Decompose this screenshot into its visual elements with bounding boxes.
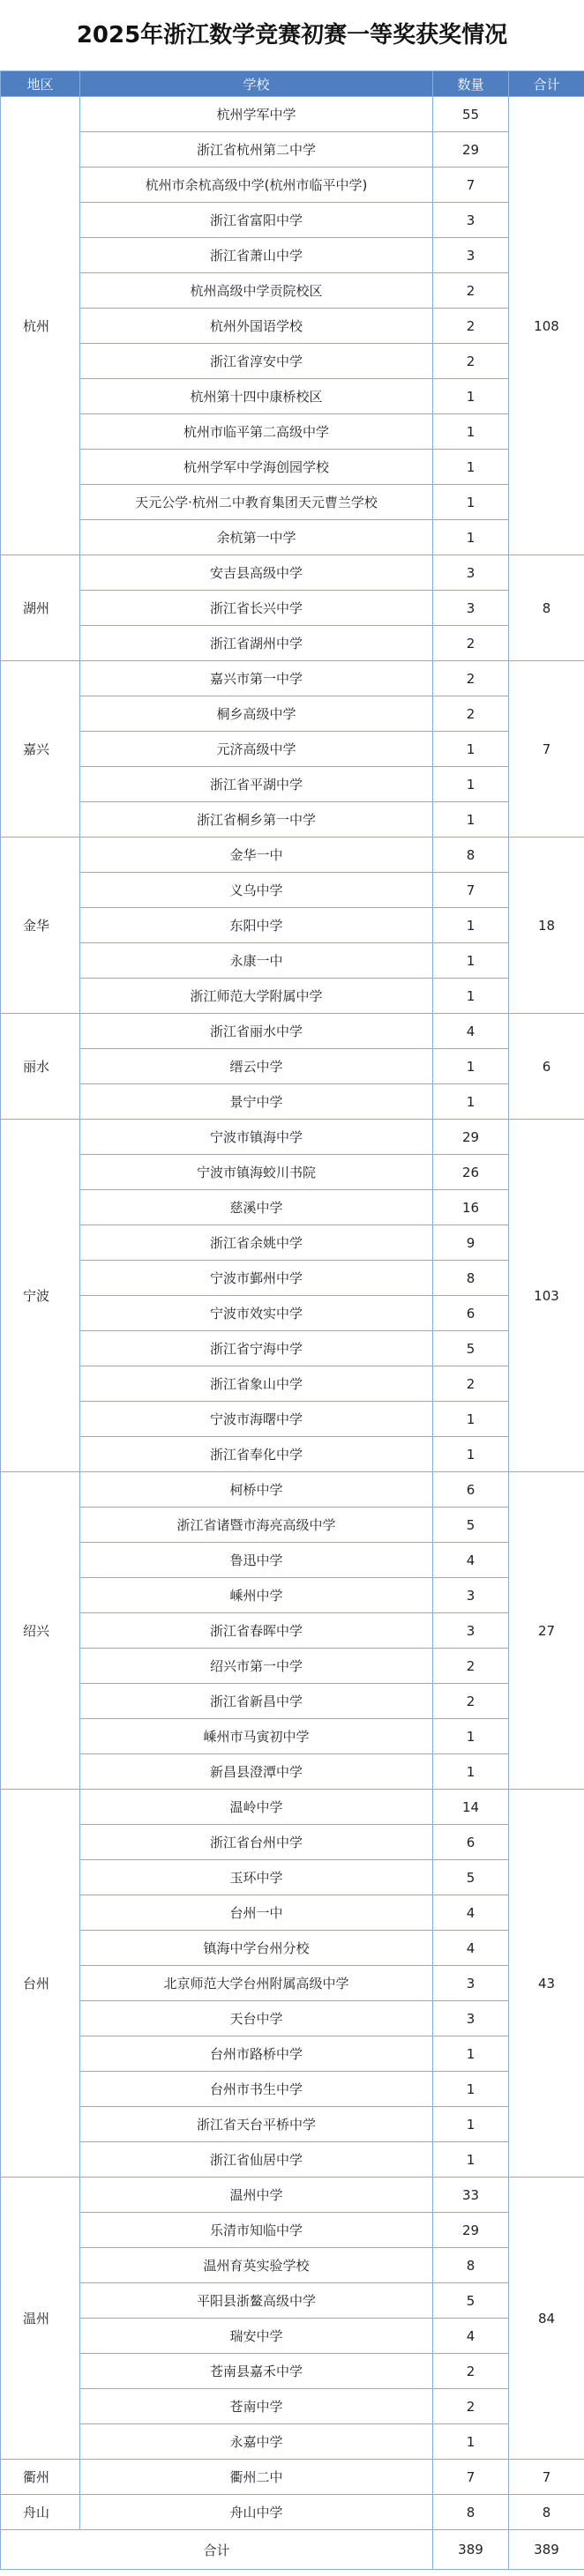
table-row [1, 1120, 584, 1155]
school-cell: 浙江省新昌中学 [80, 1684, 433, 1719]
table-row [1, 485, 584, 520]
region-total-cell: 7 [509, 2460, 584, 2495]
table-row [1, 1895, 584, 1931]
table-row [1, 1190, 584, 1225]
table-row [1, 1649, 584, 1684]
region-cell: 丽水 [1, 1014, 80, 1120]
table-row [1, 1754, 584, 1790]
school-cell: 东阳中学 [80, 908, 433, 943]
school-cell: 浙江师范大学附属中学 [80, 979, 433, 1014]
table-row [1, 1049, 584, 1084]
table-row [1, 2036, 584, 2072]
table-row [1, 2460, 584, 2495]
school-cell: 温州育英实验学校 [80, 2248, 433, 2283]
table-row [1, 802, 584, 838]
school-cell: 浙江省天台平桥中学 [80, 2107, 433, 2142]
count-cell: 6 [433, 1472, 509, 1508]
count-cell: 2 [433, 1684, 509, 1719]
count-cell: 4 [433, 1014, 509, 1049]
count-cell: 7 [433, 168, 509, 203]
table-row [1, 2107, 584, 2142]
school-cell: 舟山中学 [80, 2495, 433, 2530]
school-cell: 鲁迅中学 [80, 1543, 433, 1578]
count-cell: 3 [433, 1578, 509, 1613]
school-cell: 天元公学·杭州二中教育集团天元曹兰学校 [80, 485, 433, 520]
count-cell: 2 [433, 2389, 509, 2424]
school-cell: 浙江省诸暨市海亮高级中学 [80, 1508, 433, 1543]
count-cell: 7 [433, 873, 509, 908]
count-cell: 1 [433, 2072, 509, 2107]
school-cell: 浙江省宁海中学 [80, 1331, 433, 1366]
school-cell: 玉环中学 [80, 1860, 433, 1895]
region-total-cell: 6 [509, 1014, 584, 1120]
region-cell: 宁波 [1, 1120, 80, 1472]
school-cell: 杭州市余杭高级中学(杭州市临平中学) [80, 168, 433, 203]
table-row [1, 1155, 584, 1190]
count-cell: 1 [433, 943, 509, 979]
school-cell: 浙江省余姚中学 [80, 1225, 433, 1261]
header-region: 地区 [1, 71, 80, 97]
table-row [1, 2178, 584, 2213]
table-row [1, 1296, 584, 1331]
school-cell: 慈溪中学 [80, 1190, 433, 1225]
header-count: 数量 [433, 71, 509, 97]
table-row [1, 838, 584, 873]
count-cell: 5 [433, 1331, 509, 1366]
count-cell: 1 [433, 450, 509, 485]
count-cell: 29 [433, 2213, 509, 2248]
count-cell: 2 [433, 273, 509, 309]
table-row [1, 168, 584, 203]
count-cell: 1 [433, 2036, 509, 2072]
school-cell: 宁波市镇海蛟川书院 [80, 1155, 433, 1190]
count-cell: 8 [433, 2248, 509, 2283]
school-cell: 台州市路桥中学 [80, 2036, 433, 2072]
region-total-cell: 7 [509, 661, 584, 838]
count-cell: 33 [433, 2178, 509, 2213]
table-row [1, 1402, 584, 1437]
table-footer [1, 2530, 584, 2570]
school-cell: 桐乡高级中学 [80, 696, 433, 732]
count-cell: 2 [433, 309, 509, 344]
count-cell: 26 [433, 1155, 509, 1190]
school-cell: 嵊州中学 [80, 1578, 433, 1613]
count-cell: 2 [433, 626, 509, 661]
school-cell: 宁波市鄞州中学 [80, 1261, 433, 1296]
school-cell: 乐清市知临中学 [80, 2213, 433, 2248]
table-row [1, 309, 584, 344]
count-cell: 1 [433, 379, 509, 414]
table-row [1, 943, 584, 979]
table-row [1, 1790, 584, 1825]
count-cell: 3 [433, 1613, 509, 1649]
school-cell: 浙江省台州中学 [80, 1825, 433, 1860]
region-total-cell: 27 [509, 1472, 584, 1790]
count-cell: 3 [433, 2001, 509, 2036]
table-row [1, 979, 584, 1014]
school-cell: 浙江省仙居中学 [80, 2142, 433, 2178]
school-cell: 杭州高级中学贡院校区 [80, 273, 433, 309]
table-row [1, 1543, 584, 1578]
count-cell: 1 [433, 732, 509, 767]
table-row [1, 1472, 584, 1508]
count-cell: 4 [433, 1543, 509, 1578]
count-cell: 4 [433, 1931, 509, 1966]
school-cell: 杭州第十四中康桥校区 [80, 379, 433, 414]
school-cell: 浙江省象山中学 [80, 1366, 433, 1402]
school-cell: 衢州二中 [80, 2460, 433, 2495]
table-row [1, 1613, 584, 1649]
count-cell: 29 [433, 1120, 509, 1155]
table-row [1, 238, 584, 273]
count-cell: 4 [433, 1895, 509, 1931]
table-row [1, 696, 584, 732]
school-cell: 平阳县浙鳌高级中学 [80, 2283, 433, 2319]
school-cell: 元济高级中学 [80, 732, 433, 767]
table-row [1, 2389, 584, 2424]
count-cell: 3 [433, 555, 509, 591]
school-cell: 嘉兴市第一中学 [80, 661, 433, 696]
table-row [1, 2283, 584, 2319]
count-cell: 3 [433, 203, 509, 238]
count-cell: 8 [433, 838, 509, 873]
count-cell: 1 [433, 1049, 509, 1084]
region-total-cell: 18 [509, 838, 584, 1014]
awards-table [0, 71, 584, 2570]
school-cell: 杭州外国语学校 [80, 309, 433, 344]
school-cell: 天台中学 [80, 2001, 433, 2036]
count-cell: 6 [433, 1825, 509, 1860]
school-cell: 温岭中学 [80, 1790, 433, 1825]
table-row [1, 97, 584, 132]
count-cell: 2 [433, 1649, 509, 1684]
school-cell: 浙江省萧山中学 [80, 238, 433, 273]
school-cell: 新昌县澄潭中学 [80, 1754, 433, 1790]
school-cell: 苍南中学 [80, 2389, 433, 2424]
table-row [1, 1508, 584, 1543]
count-cell: 5 [433, 1860, 509, 1895]
table-row [1, 2248, 584, 2283]
count-cell: 14 [433, 1790, 509, 1825]
school-cell: 温州中学 [80, 2178, 433, 2213]
table-row [1, 1331, 584, 1366]
count-cell: 1 [433, 2142, 509, 2178]
table-row [1, 1225, 584, 1261]
table-row [1, 1719, 584, 1754]
region-cell: 嘉兴 [1, 661, 80, 838]
school-cell: 金华一中 [80, 838, 433, 873]
school-cell: 镇海中学台州分校 [80, 1931, 433, 1966]
footer-total: 389 [509, 2530, 584, 2570]
count-cell: 6 [433, 1296, 509, 1331]
table-row [1, 661, 584, 696]
region-cell: 绍兴 [1, 1472, 80, 1790]
table-row [1, 414, 584, 450]
table-row [1, 2495, 584, 2530]
region-total-cell: 8 [509, 2495, 584, 2530]
school-cell: 台州市书生中学 [80, 2072, 433, 2107]
table-row [1, 132, 584, 168]
school-cell: 浙江省丽水中学 [80, 1014, 433, 1049]
table-row [1, 767, 584, 802]
count-cell: 1 [433, 767, 509, 802]
count-cell: 29 [433, 132, 509, 168]
count-cell: 1 [433, 520, 509, 555]
region-cell: 舟山 [1, 2495, 80, 2530]
school-cell: 台州一中 [80, 1895, 433, 1931]
school-cell: 柯桥中学 [80, 1472, 433, 1508]
school-cell: 苍南县嘉禾中学 [80, 2354, 433, 2389]
region-total-cell: 84 [509, 2178, 584, 2460]
table-row [1, 1578, 584, 1613]
count-cell: 1 [433, 1719, 509, 1754]
count-cell: 8 [433, 1261, 509, 1296]
table-row [1, 626, 584, 661]
region-cell: 杭州 [1, 97, 80, 555]
school-cell: 浙江省平湖中学 [80, 767, 433, 802]
count-cell: 55 [433, 97, 509, 132]
region-total-cell: 43 [509, 1790, 584, 2178]
table-row [1, 908, 584, 943]
school-cell: 杭州学军中学 [80, 97, 433, 132]
count-cell: 5 [433, 2283, 509, 2319]
table-row [1, 379, 584, 414]
count-cell: 1 [433, 2107, 509, 2142]
count-cell: 7 [433, 2460, 509, 2495]
table-row [1, 2072, 584, 2107]
count-cell: 2 [433, 696, 509, 732]
table-row [1, 2354, 584, 2389]
footer-row [1, 2530, 584, 2570]
count-cell: 1 [433, 1437, 509, 1472]
table-row [1, 1684, 584, 1719]
count-cell: 9 [433, 1225, 509, 1261]
count-cell: 1 [433, 1402, 509, 1437]
table-row [1, 2319, 584, 2354]
footer-label: 合计 [1, 2530, 433, 2570]
header-school: 学校 [80, 71, 433, 97]
table-row [1, 344, 584, 379]
count-cell: 8 [433, 2495, 509, 2530]
school-cell: 浙江省淳安中学 [80, 344, 433, 379]
count-cell: 1 [433, 979, 509, 1014]
table-header [1, 71, 584, 97]
count-cell: 1 [433, 802, 509, 838]
table-row [1, 1860, 584, 1895]
school-cell: 永嘉中学 [80, 2424, 433, 2460]
school-cell: 浙江省湖州中学 [80, 626, 433, 661]
count-cell: 16 [433, 1190, 509, 1225]
count-cell: 3 [433, 591, 509, 626]
count-cell: 1 [433, 1084, 509, 1120]
school-cell: 宁波市海曙中学 [80, 1402, 433, 1437]
table-body [1, 97, 584, 2530]
header-row [1, 71, 584, 97]
count-cell: 2 [433, 344, 509, 379]
table-row [1, 450, 584, 485]
region-cell: 衢州 [1, 2460, 80, 2495]
table-row [1, 2424, 584, 2460]
region-total-cell: 8 [509, 555, 584, 661]
school-cell: 浙江省奉化中学 [80, 1437, 433, 1472]
school-cell: 宁波市效实中学 [80, 1296, 433, 1331]
table-row [1, 1437, 584, 1472]
table-row [1, 203, 584, 238]
footer-count: 389 [433, 2530, 509, 2570]
count-cell: 2 [433, 1366, 509, 1402]
table-row [1, 1966, 584, 2001]
table-row [1, 555, 584, 591]
table-row [1, 1931, 584, 1966]
count-cell: 3 [433, 1966, 509, 2001]
table-row [1, 520, 584, 555]
count-cell: 1 [433, 485, 509, 520]
count-cell: 2 [433, 2354, 509, 2389]
page-title: 2025年浙江数学竞赛初赛一等奖获奖情况 [76, 22, 508, 48]
school-cell: 瑞安中学 [80, 2319, 433, 2354]
school-cell: 宁波市镇海中学 [80, 1120, 433, 1155]
region-total-cell: 108 [509, 97, 584, 555]
table-row [1, 2213, 584, 2248]
table-row [1, 2142, 584, 2178]
table-row [1, 1014, 584, 1049]
region-cell: 温州 [1, 2178, 80, 2460]
header-total: 合计 [509, 71, 584, 97]
region-cell: 湖州 [1, 555, 80, 661]
count-cell: 1 [433, 1754, 509, 1790]
region-cell: 台州 [1, 1790, 80, 2178]
count-cell: 1 [433, 2424, 509, 2460]
table-row [1, 1825, 584, 1860]
school-cell: 浙江省杭州第二中学 [80, 132, 433, 168]
count-cell: 1 [433, 414, 509, 450]
school-cell: 杭州学军中学海创园学校 [80, 450, 433, 485]
count-cell: 2 [433, 661, 509, 696]
school-cell: 浙江省富阳中学 [80, 203, 433, 238]
table-row [1, 591, 584, 626]
school-cell: 浙江省春晖中学 [80, 1613, 433, 1649]
table-row [1, 732, 584, 767]
school-cell: 永康一中 [80, 943, 433, 979]
school-cell: 浙江省长兴中学 [80, 591, 433, 626]
table-row [1, 273, 584, 309]
school-cell: 缙云中学 [80, 1049, 433, 1084]
table-row [1, 1084, 584, 1120]
table-row [1, 873, 584, 908]
table-row [1, 2001, 584, 2036]
school-cell: 杭州市临平第二高级中学 [80, 414, 433, 450]
school-cell: 义乌中学 [80, 873, 433, 908]
count-cell: 4 [433, 2319, 509, 2354]
region-cell: 金华 [1, 838, 80, 1014]
school-cell: 北京师范大学台州附属高级中学 [80, 1966, 433, 2001]
count-cell: 5 [433, 1508, 509, 1543]
table-row [1, 1366, 584, 1402]
school-cell: 嵊州市马寅初中学 [80, 1719, 433, 1754]
school-cell: 景宁中学 [80, 1084, 433, 1120]
school-cell: 绍兴市第一中学 [80, 1649, 433, 1684]
table-row [1, 1261, 584, 1296]
count-cell: 1 [433, 908, 509, 943]
count-cell: 3 [433, 238, 509, 273]
school-cell: 浙江省桐乡第一中学 [80, 802, 433, 838]
school-cell: 安吉县高级中学 [80, 555, 433, 591]
school-cell: 余杭第一中学 [80, 520, 433, 555]
region-total-cell: 103 [509, 1120, 584, 1472]
